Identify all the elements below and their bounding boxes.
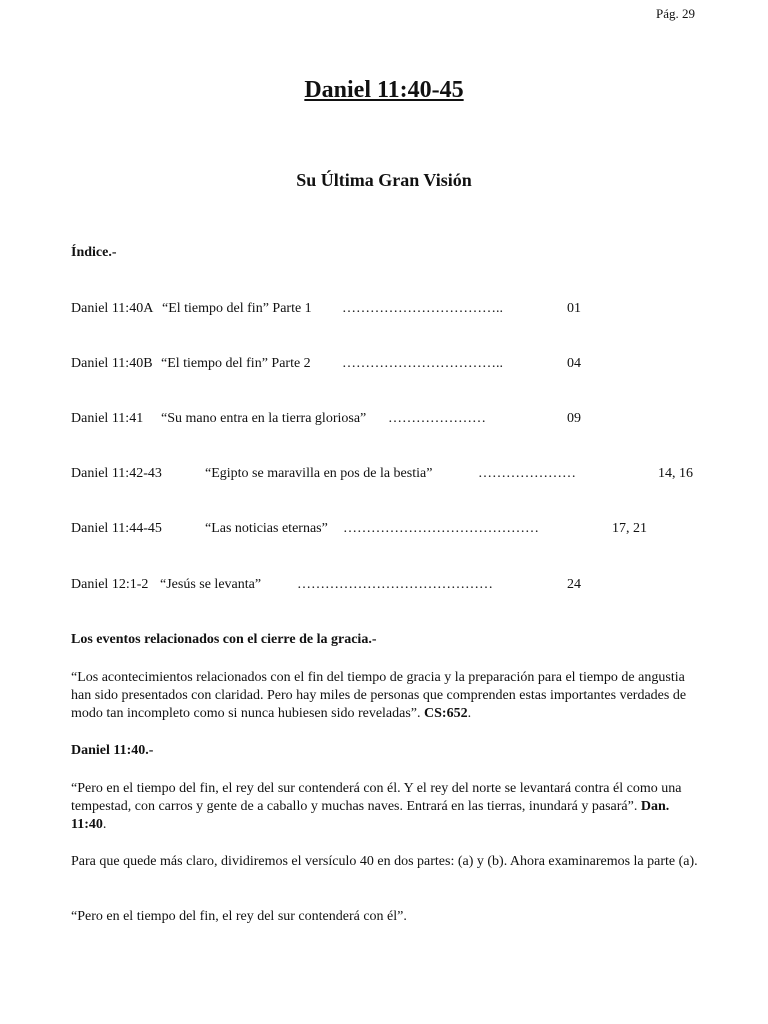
section-heading-daniel-11-40: Daniel 11:40.- bbox=[71, 743, 154, 758]
quote-paragraph bbox=[71, 669, 701, 723]
toc-desc: “El tiempo del fin” Parte 2 bbox=[161, 356, 311, 371]
toc-row bbox=[0, 356, 768, 376]
document-title: Daniel 11:40-45 bbox=[304, 77, 464, 103]
toc-row bbox=[0, 521, 768, 541]
verse-end: . bbox=[102, 817, 107, 832]
section-heading-cierre-gracia: Los eventos relacionados con el cierre de la gracia.- bbox=[71, 632, 377, 647]
toc-ref: Daniel 11:41 bbox=[71, 411, 144, 426]
toc-page: 01 bbox=[567, 301, 581, 316]
verse-reference: Dan. 11:40 bbox=[71, 799, 670, 832]
toc-dots: …………………………………… bbox=[343, 521, 539, 536]
body-paragraph: Para que quede más claro, dividiremos el versículo 40 en dos partes: (a) y (b). Ahora examinaremos la parte (a). bbox=[71, 854, 698, 869]
verse-fragment-paragraph: “Pero en el tiempo del fin, el rey del sur contenderá con él”. bbox=[71, 909, 407, 924]
toc-dots: ………………… bbox=[388, 411, 486, 426]
toc-page: 04 bbox=[567, 356, 581, 371]
toc-desc: “Su mano entra en la tierra gloriosa” bbox=[161, 411, 367, 426]
toc-row bbox=[0, 301, 768, 321]
index-label: Índice.- bbox=[71, 245, 117, 260]
toc-desc: “Jesús se levanta” bbox=[160, 577, 262, 592]
toc-ref: Daniel 11:40B bbox=[71, 356, 153, 371]
toc-page: 09 bbox=[567, 411, 581, 426]
toc-ref: Daniel 11:40A bbox=[71, 301, 154, 316]
toc-row bbox=[0, 466, 768, 486]
toc-desc: “El tiempo del fin” Parte 1 bbox=[162, 301, 312, 316]
verse-text: “Pero en el tiempo del fin, el rey del sur contenderá con él. Y el rey del norte se levantará contra él como una tempestad, con carros y gente de a caballo y muchas naves. Entrará en las tierras, inundará y pasará”. bbox=[71, 781, 682, 814]
toc-dots: …………………………….. bbox=[342, 356, 503, 371]
toc-ref: Daniel 11:42-43 bbox=[71, 466, 162, 481]
toc-ref: Daniel 11:44-45 bbox=[71, 521, 162, 536]
quote-end: . bbox=[467, 706, 472, 721]
document-subtitle: Su Última Gran Visión bbox=[296, 170, 472, 190]
toc-page: 14, 16 bbox=[658, 466, 693, 481]
quote-text: “Los acontecimientos relacionados con el fin del tiempo de gracia y la preparación para el tiempo de angustia han sido presentados con claridad. Pero hay miles de personas que comprenden estas importantes verdades de modo tan incompleto como si nunca hubiesen sido reveladas”. bbox=[71, 670, 687, 721]
toc-dots: ………………… bbox=[478, 466, 576, 481]
page-number: Pág. 29 bbox=[656, 6, 695, 21]
toc-page: 17, 21 bbox=[612, 521, 647, 536]
toc-row bbox=[0, 411, 768, 431]
quote-reference: CS:652 bbox=[424, 706, 468, 721]
toc-dots: …………………………….. bbox=[342, 301, 503, 316]
toc-row bbox=[0, 577, 768, 597]
verse-paragraph bbox=[71, 780, 701, 834]
toc-page: 24 bbox=[567, 577, 581, 592]
toc-desc: “Egipto se maravilla en pos de la bestia” bbox=[205, 466, 433, 481]
toc-desc: “Las noticias eternas” bbox=[205, 521, 328, 536]
toc-ref: Daniel 12:1-2 bbox=[71, 577, 149, 592]
toc-dots: …………………………………… bbox=[297, 577, 493, 592]
